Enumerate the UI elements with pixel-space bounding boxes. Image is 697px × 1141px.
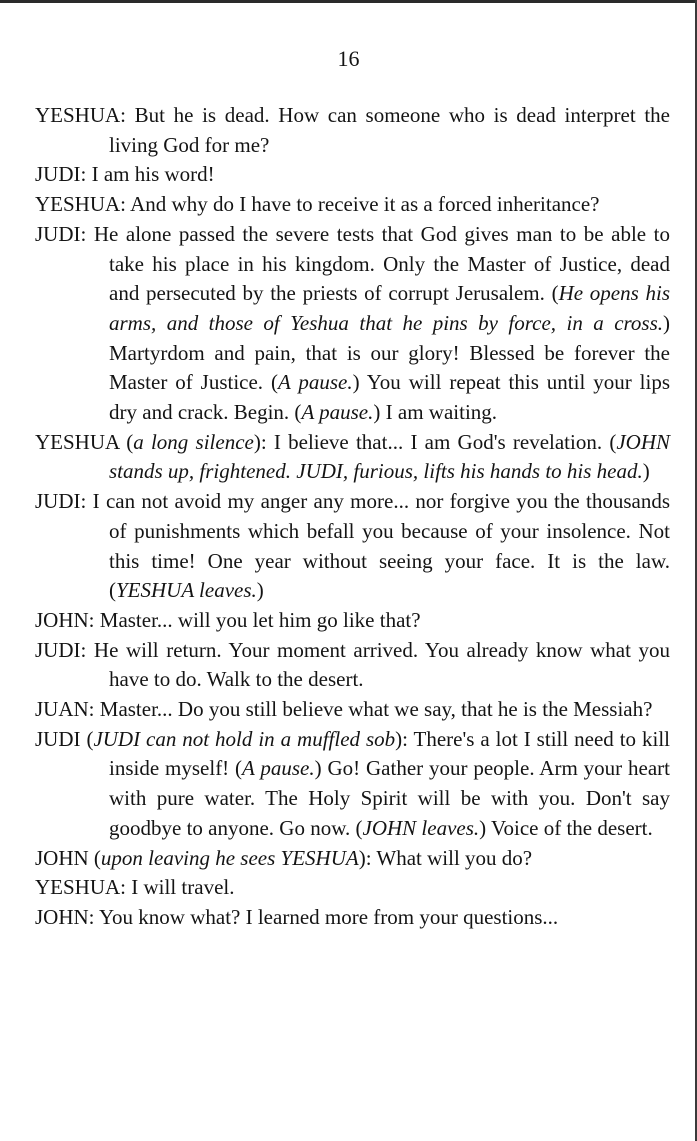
- dialogue-text: But he is dead. How can someone who is dead interpret the living God for me?: [109, 103, 670, 157]
- speaker-name: JUDI:: [35, 489, 87, 514]
- dialogue-text: He alone passed the severe tests that God gives man to be able to take his place in his kingdom. Only the Master of Justice, dead and persecuted by the priests of corrupt Jerusalem. (: [86, 221, 670, 306]
- speaker-name: JUDI: [35, 726, 81, 751]
- dialogue-line: [35, 101, 670, 160]
- speaker-name: YESHUA:: [35, 192, 127, 217]
- stage-direction: YESHUA leaves.: [116, 578, 257, 603]
- dialogue-line: [35, 428, 670, 487]
- speaker-name: YESHUA: [35, 429, 120, 454]
- dialogue-line: [35, 695, 670, 725]
- dialogue-text: ): [642, 459, 650, 484]
- dialogue-line: [35, 606, 670, 636]
- stage-direction: JOHN stands up, frightened. JUDI, furious, lifts his hands to his head.: [109, 429, 670, 484]
- stage-direction: upon leaving he sees YESHUA: [100, 845, 359, 870]
- dialogue-text: I am his word!: [86, 162, 215, 187]
- dialogue-text: ) Martyrdom and pain, that is our glory! Blessed be forever the Master of Justice. (: [109, 310, 670, 395]
- speaker-name: YESHUA:: [35, 103, 127, 127]
- dialogue-line: [35, 220, 670, 428]
- dialogue-text: Master... will you let him go like that?: [94, 607, 421, 632]
- dialogue-text: And why do I have to receive it as a forced inheritance?: [126, 192, 600, 217]
- dialogue-text: (: [88, 845, 101, 870]
- stage-direction: He opens his arms, and those of Yeshua that he pins by force, in a cross.: [109, 281, 670, 335]
- speaker-name: JOHN:: [35, 904, 95, 929]
- dialogue-text: ): I believe that... I am God's revelation. (: [253, 429, 617, 454]
- page-top-edge: [0, 0, 697, 3]
- stage-direction: JOHN leaves.: [362, 815, 480, 840]
- speaker-name: JUDI:: [35, 221, 87, 246]
- stage-direction: a long silence: [133, 429, 254, 454]
- dialogue-text: ) You will repeat this until your lips dry and crack. Begin. (: [109, 370, 670, 425]
- dialogue-line: [35, 844, 670, 874]
- dialogue-text: Master... Do you still believe what we say, that he is the Messiah?: [94, 697, 653, 722]
- dialogue-text: ): There's a lot I still need to kill inside myself! (: [109, 726, 670, 781]
- script-text: [35, 101, 670, 933]
- dialogue-line: [35, 636, 670, 695]
- dialogue-text: I can not avoid my anger any more... nor forgive you the thousands of punishments which befall you because of your insolence. Not this time! One year without seeing your face. It is the law. (: [86, 489, 670, 603]
- speaker-name: JOHN:: [35, 607, 95, 632]
- dialogue-text: ) Voice of the desert.: [479, 815, 653, 840]
- dialogue-text: You know what? I learned more from your questions...: [94, 904, 559, 929]
- dialogue-line: [35, 725, 670, 844]
- dialogue-line: [35, 487, 670, 606]
- dialogue-line: [35, 190, 670, 220]
- dialogue-line: [35, 903, 670, 933]
- speaker-name: JOHN: [35, 845, 89, 870]
- dialogue-text: He will return. Your moment arrived. You already know what you have to do. Walk to the desert.: [86, 637, 670, 692]
- dialogue-text: ): What will you do?: [358, 845, 533, 870]
- dialogue-line: [35, 160, 670, 190]
- stage-direction: A pause.: [277, 370, 353, 395]
- speaker-name: JUAN:: [35, 697, 95, 722]
- dialogue-text: ) I am waiting.: [373, 400, 498, 425]
- stage-direction: A pause.: [242, 756, 315, 781]
- stage-direction: JUDI can not hold in a muffled sob: [93, 726, 396, 751]
- dialogue-text: ): [256, 578, 264, 603]
- dialogue-text: I will travel.: [126, 875, 235, 900]
- dialogue-text: ) Go! Gather your people. Arm your heart with pure water. The Holy Spirit will be with you. Don't say goodbye to anyone. Go now. (: [109, 756, 670, 840]
- speaker-name: JUDI:: [35, 162, 87, 187]
- speaker-name: JUDI:: [35, 637, 87, 662]
- speaker-name: YESHUA:: [35, 875, 127, 900]
- dialogue-line: [35, 873, 670, 903]
- dialogue-text: (: [119, 429, 134, 454]
- page-number: 16: [337, 46, 360, 71]
- stage-direction: A pause.: [301, 400, 374, 425]
- dialogue-text: (: [80, 726, 94, 751]
